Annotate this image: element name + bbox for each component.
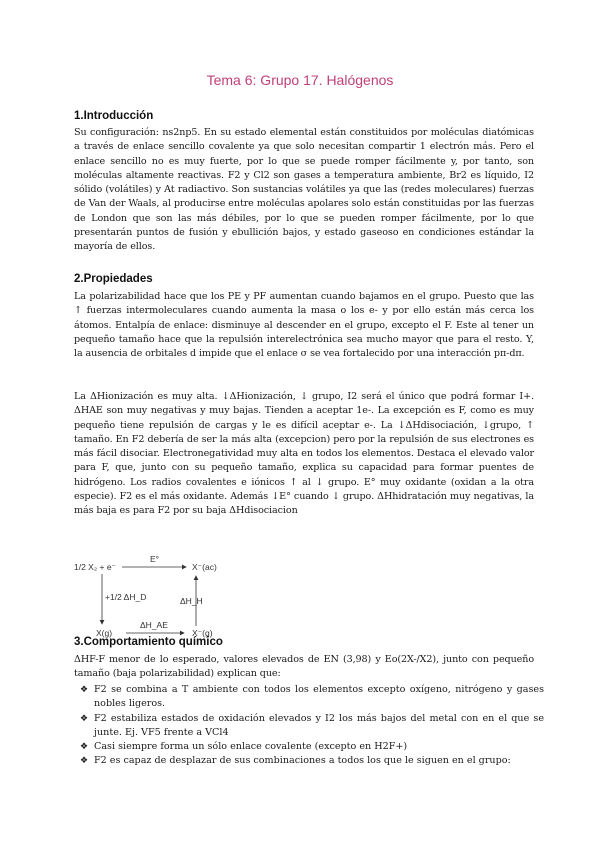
behavior-bullet-list <box>74 683 544 769</box>
list-item-text: F2 estabiliza estados de oxidación elevados y I2 los más bajos del metal con en el que se junte. Ej. VF5 frente a VCl4 <box>94 712 544 738</box>
diagram-top-arrow-label: E° <box>150 554 160 564</box>
paragraph: ΔHF-F menor de lo esperado, valores elevados de EN (3,98) y Eo(2X-/X2), junto con pequeño tamaño (baja polarizabilidad) explican que: <box>74 654 534 680</box>
section-heading-comportamiento: 3.Comportamiento químico <box>74 636 223 648</box>
section-propiedades-body-2 <box>74 390 534 519</box>
list-item <box>74 754 544 768</box>
diagram-top-left: 1/2 X₂ + e⁻ <box>74 562 117 572</box>
paragraph: La ΔHionización es muy alta. ↓ΔHionización, ↓ grupo, I2 será el único que podrá formar I+. ΔHAE son muy negativas y muy bajas. Tienden a aceptar 1e-. La excepción es F, como es muy pequeño tiene repulsión de cargas y le es difícil aceptar e-. La ↓ΔHdisociación, ↓grupo, ↑ tamaño. En F2 debería de ser la más alta (excepcion) pero por la repulsión de sus electrones es más fácil disociar. Electronegatividad muy alta en todos los elementos. Destaca el elevado valor para F, que, junto con su pequeño tamaño, explica su capacidad para formar puentes de hidrógeno. Los radios covalentes e iónicos ↑ al ↓ grupo. E° muy oxidante (oxidan a la otra especie). F2 es el más oxidante. Además ↓E° cuando ↓ grupo. ΔHhidratación muy negativas, la más baja es para F2 por su baja ΔHdisociacion <box>74 391 534 517</box>
list-item <box>74 683 544 712</box>
list-item-text: Casi siempre forma un sólo enlace covalente (excepto en H2F+) <box>94 741 408 753</box>
section-comportamiento-body <box>74 653 534 682</box>
diagram-right-arrow-label: ΔH_H <box>180 596 203 606</box>
bullet-diamond-icon: ❖ <box>80 685 89 695</box>
paragraph: Su configuración: ns2np5. En su estado elemental están constituidos por moléculas diatómicas a través de enlace sencillo covalente ya que solo necesitan compartir 1 electrón más. Pero el enlace sencillo no es muy fuerte, por lo que se puede romper fácilmente y, por tanto, son moléculas altamente reactivas. F2 y Cl2 son gases a temperatura ambiente, Br2 es líquido, I2 sólido (volátiles) y At radiactivo. Son sustancias volátiles ya que las (redes moleculares) fuerzas de Van der Waals, al producirse entre moléculas apolares solo están constituidas por las fuerzas de London que son las más débiles, por lo que se pueden romper fácilmente, por lo que presentarán puntos de fusión y ebullición bajos, y estado gaseoso en condiciones estándar la mayoría de ellos. <box>74 127 534 253</box>
diagram-left-arrow-label: +1/2 ΔH_D <box>105 592 147 602</box>
list-item <box>74 712 544 741</box>
diagram-bottom-right: X⁻(g) <box>192 628 213 638</box>
paragraph: La polarizabilidad hace que los PE y PF aumentan cuando bajamos en el grupo. Puesto que las ↑ fuerzas intermoleculares cuando aumenta la masa o los e- y por ello están más cerca los átomos. Entalpía de enlace: disminuye al descender en el grupo, excepto el F. Este al tener un pequeño tamaño hace que la repulsión interelectrónica sea mucho mayor que para el resto. Y, la ausencia de orbitales d impide que el enlace σ se vea fortalecido por una interacción pπ-dπ. <box>74 291 534 360</box>
diagram-top-right: X⁻(ac) <box>192 562 217 572</box>
bullet-diamond-icon: ❖ <box>80 742 89 753</box>
section-introduccion-body <box>74 126 534 255</box>
list-item-text: F2 es capaz de desplazar de sus combinaciones a todos los que le siguen en el grupo: <box>94 755 511 767</box>
section-heading-propiedades: 2.Propiedades <box>74 273 153 285</box>
hydration-cycle-diagram <box>74 554 264 646</box>
document-title: Tema 6: Grupo 17. Halógenos <box>206 72 394 88</box>
bullet-diamond-icon: ❖ <box>80 756 89 767</box>
diagram-bottom-arrow-label: ΔH_AE <box>140 620 168 630</box>
bullet-diamond-icon: ❖ <box>80 713 89 724</box>
list-item-text: F2 se combina a T ambiente con todos los elementos excepto oxígeno, nitrógeno y gases nobles ligeros. <box>94 684 544 710</box>
section-heading-introduccion: 1.Introducción <box>74 110 154 122</box>
diagram-bottom-left: X(g) <box>96 628 113 638</box>
section-propiedades-body-1 <box>74 290 534 361</box>
list-item <box>74 740 544 754</box>
